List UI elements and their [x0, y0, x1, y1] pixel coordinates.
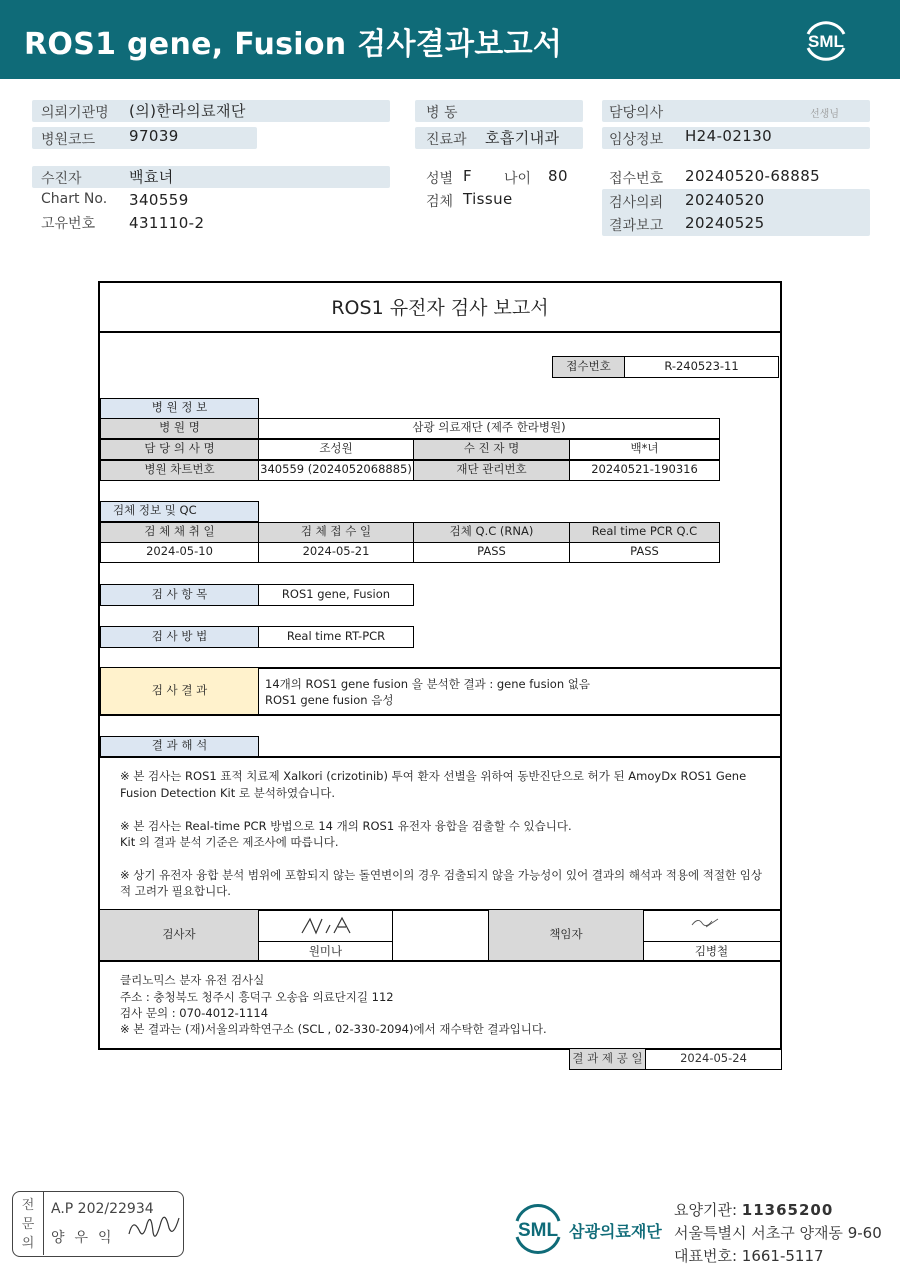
report-value: 20240525 [685, 214, 765, 232]
foundation-no-label: 재단 관리번호 [413, 460, 570, 481]
report-title: ROS1 유전자 검사 보고서 [100, 283, 780, 333]
patient-name-value: 백*녀 [569, 439, 720, 460]
request-value: 20240520 [685, 191, 765, 209]
institution-code-label: 요양기관: [674, 1201, 742, 1219]
collect-date-label: 검 체 채 취 일 [100, 522, 259, 543]
unique-value: 431110-2 [129, 214, 205, 232]
examiner-label: 검사자 [100, 910, 259, 961]
result-label: 검 사 결 과 [100, 668, 259, 715]
specimen-label: 검체 [426, 194, 454, 210]
dept-label: 진료과 [426, 132, 467, 148]
clinical-label: 임상정보 [609, 132, 664, 148]
supervisor-label: 책임자 [488, 910, 644, 961]
supervisor-name: 김병철 [643, 941, 780, 960]
collect-date-value: 2024-05-10 [100, 542, 259, 563]
patient-name-label: 수 진 자 명 [413, 439, 570, 460]
hospital-code-value: 97039 [129, 127, 179, 145]
receive-date-label: 검 체 접 수 일 [258, 522, 414, 543]
request-label: 검사의뢰 [609, 195, 664, 211]
result-line-2: ROS1 gene fusion 음성 [265, 693, 394, 707]
qc-pcr-value: PASS [569, 542, 720, 563]
result-line-1: 14개의 ROS1 gene fusion 을 분석한 결과 : gene fusion 없음 [265, 677, 590, 691]
stamp-code: A.P 202/22934 [51, 1201, 154, 1217]
doctor-suffix: 선생님 [810, 109, 839, 120]
test-item-label: 검 사 항 목 [100, 584, 259, 606]
interpretation-line: ※ 본 검사는 Real-time PCR 방법으로 14 개의 ROS1 유전자 융합을 검출할 수 있습니다. [120, 819, 572, 833]
foundation-address: 서울특별시 서초구 양재동 9-60 [674, 1224, 882, 1242]
provided-date-label: 결 과 제 공 일 [569, 1048, 646, 1070]
hospital-name-value: 삼광 의료재단 (제주 한라병원) [258, 418, 720, 439]
interpretation-line: Fusion Detection Kit 로 분석하였습니다. [120, 786, 336, 800]
report-label: 결과보고 [609, 218, 664, 234]
institution-value: (의)한라의료재단 [129, 102, 246, 120]
interpretation-line: ※ 상기 유전자 융합 분석 범위에 포함되지 않는 돌연변이의 경우 검출되지 않을 가능성이 있어 결과의 해석과 적용에 적절한 임상 [120, 868, 762, 882]
hospital-section-header: 병 원 정 보 [100, 398, 259, 419]
lab-name: 클리노믹스 분자 유전 검사실 [120, 973, 265, 987]
stamp-side-label: 전문의 [21, 1198, 35, 1251]
embedded-report [98, 281, 782, 1050]
interpretation-line: 적 고려가 필요합니다. [120, 884, 231, 898]
chart-label: 병원 차트번호 [100, 460, 259, 481]
method-value: Real time RT-PCR [258, 626, 414, 648]
provided-date-value: 2024-05-24 [645, 1048, 782, 1070]
specimen-section-header: 검체 정보 및 QC [100, 501, 259, 522]
doctor-value: 조성원 [258, 439, 414, 460]
divider [100, 756, 780, 758]
method-label: 검 사 방 법 [100, 626, 259, 648]
doctor-label: 담 당 의 사 명 [100, 439, 259, 460]
stamp-signature [125, 1204, 183, 1248]
chart-label: Chart No. [41, 191, 108, 207]
lab-note: ※ 본 결과는 (재)서울의과학연구소 (SCL , 02-330-2094)에서 재수탁한 결과입니다. [120, 1022, 547, 1036]
sml-logo [800, 14, 852, 66]
interpretation-line: Kit 의 결과 분석 기준은 제조사에 따릅니다. [120, 835, 339, 849]
page-title: ROS1 gene, Fusion 검사결과보고서 [24, 27, 563, 62]
stamp-name: 양우익 [51, 1230, 122, 1246]
qc-pcr-label: Real time PCR Q.C [569, 522, 720, 543]
sex-value: F [463, 167, 473, 185]
hospital-code-label: 병원코드 [41, 132, 96, 148]
chart-value: 340559 [129, 191, 189, 209]
institution-code-line [674, 1199, 833, 1220]
divider [43, 1192, 44, 1255]
doctor-label: 담당의사 [609, 105, 664, 121]
hospital-name-label: 병 원 명 [100, 418, 259, 439]
phone-number: 1661-5117 [741, 1247, 824, 1265]
patient-label: 수진자 [41, 171, 82, 187]
examiner-name: 원미나 [258, 941, 393, 960]
chart-value: 340559 (2024052068885) [258, 460, 414, 481]
foundation-logo [509, 1201, 567, 1255]
test-item-value: ROS1 gene, Fusion [258, 584, 414, 606]
sex-label: 성별 [426, 171, 454, 187]
ward-label: 병 동 [426, 105, 458, 121]
dept-value: 호흡기내과 [485, 129, 560, 147]
patient-value: 백효녀 [129, 168, 174, 186]
institution-code: 11365200 [741, 1201, 834, 1219]
lab-contact: 검사 문의 : 070-4012-1114 [120, 1006, 269, 1020]
receipt-label: 접수번호 [609, 171, 664, 187]
report-receipt-value: R-240523-11 [624, 356, 779, 378]
supervisor-signature [690, 915, 722, 931]
foundation-no-value: 20240521-190316 [569, 460, 720, 481]
phone-line [674, 1245, 824, 1266]
age-label: 나이 [504, 171, 532, 187]
qc-rna-value: PASS [413, 542, 570, 563]
qc-rna-label: 검체 Q.C (RNA) [413, 522, 570, 543]
svg-text:SML: SML [517, 1220, 559, 1241]
institution-label: 의뢰기관명 [41, 105, 109, 121]
info-bar [32, 166, 390, 188]
phone-label: 대표번호: [674, 1247, 742, 1265]
interpretation-label: 결 과 해 석 [100, 736, 259, 757]
pathologist-stamp [12, 1191, 184, 1257]
specimen-value: Tissue [463, 190, 513, 208]
svg-text:SML: SML [808, 32, 844, 51]
divider [100, 714, 780, 716]
lab-address: 주소 : 충청북도 청주시 흥덕구 오송읍 의료단지길 112 [120, 990, 394, 1004]
unique-label: 고유번호 [41, 216, 96, 232]
foundation-name: 삼광의료재단 [569, 1222, 662, 1241]
page-header [0, 0, 900, 79]
divider [392, 910, 393, 961]
report-receipt-label: 접수번호 [552, 356, 625, 378]
age-value: 80 [548, 167, 568, 185]
interpretation-line: ※ 본 검사는 ROS1 표적 치료제 Xalkori (crizotinib) 투여 환자 선별을 위하여 동반진단으로 허가 된 AmoyDx ROS1 Gene [120, 769, 747, 783]
receive-date-value: 2024-05-21 [258, 542, 414, 563]
clinical-value: H24-02130 [685, 127, 773, 145]
examiner-signature [300, 915, 362, 937]
divider [100, 960, 780, 962]
receipt-value: 20240520-68885 [685, 167, 821, 185]
